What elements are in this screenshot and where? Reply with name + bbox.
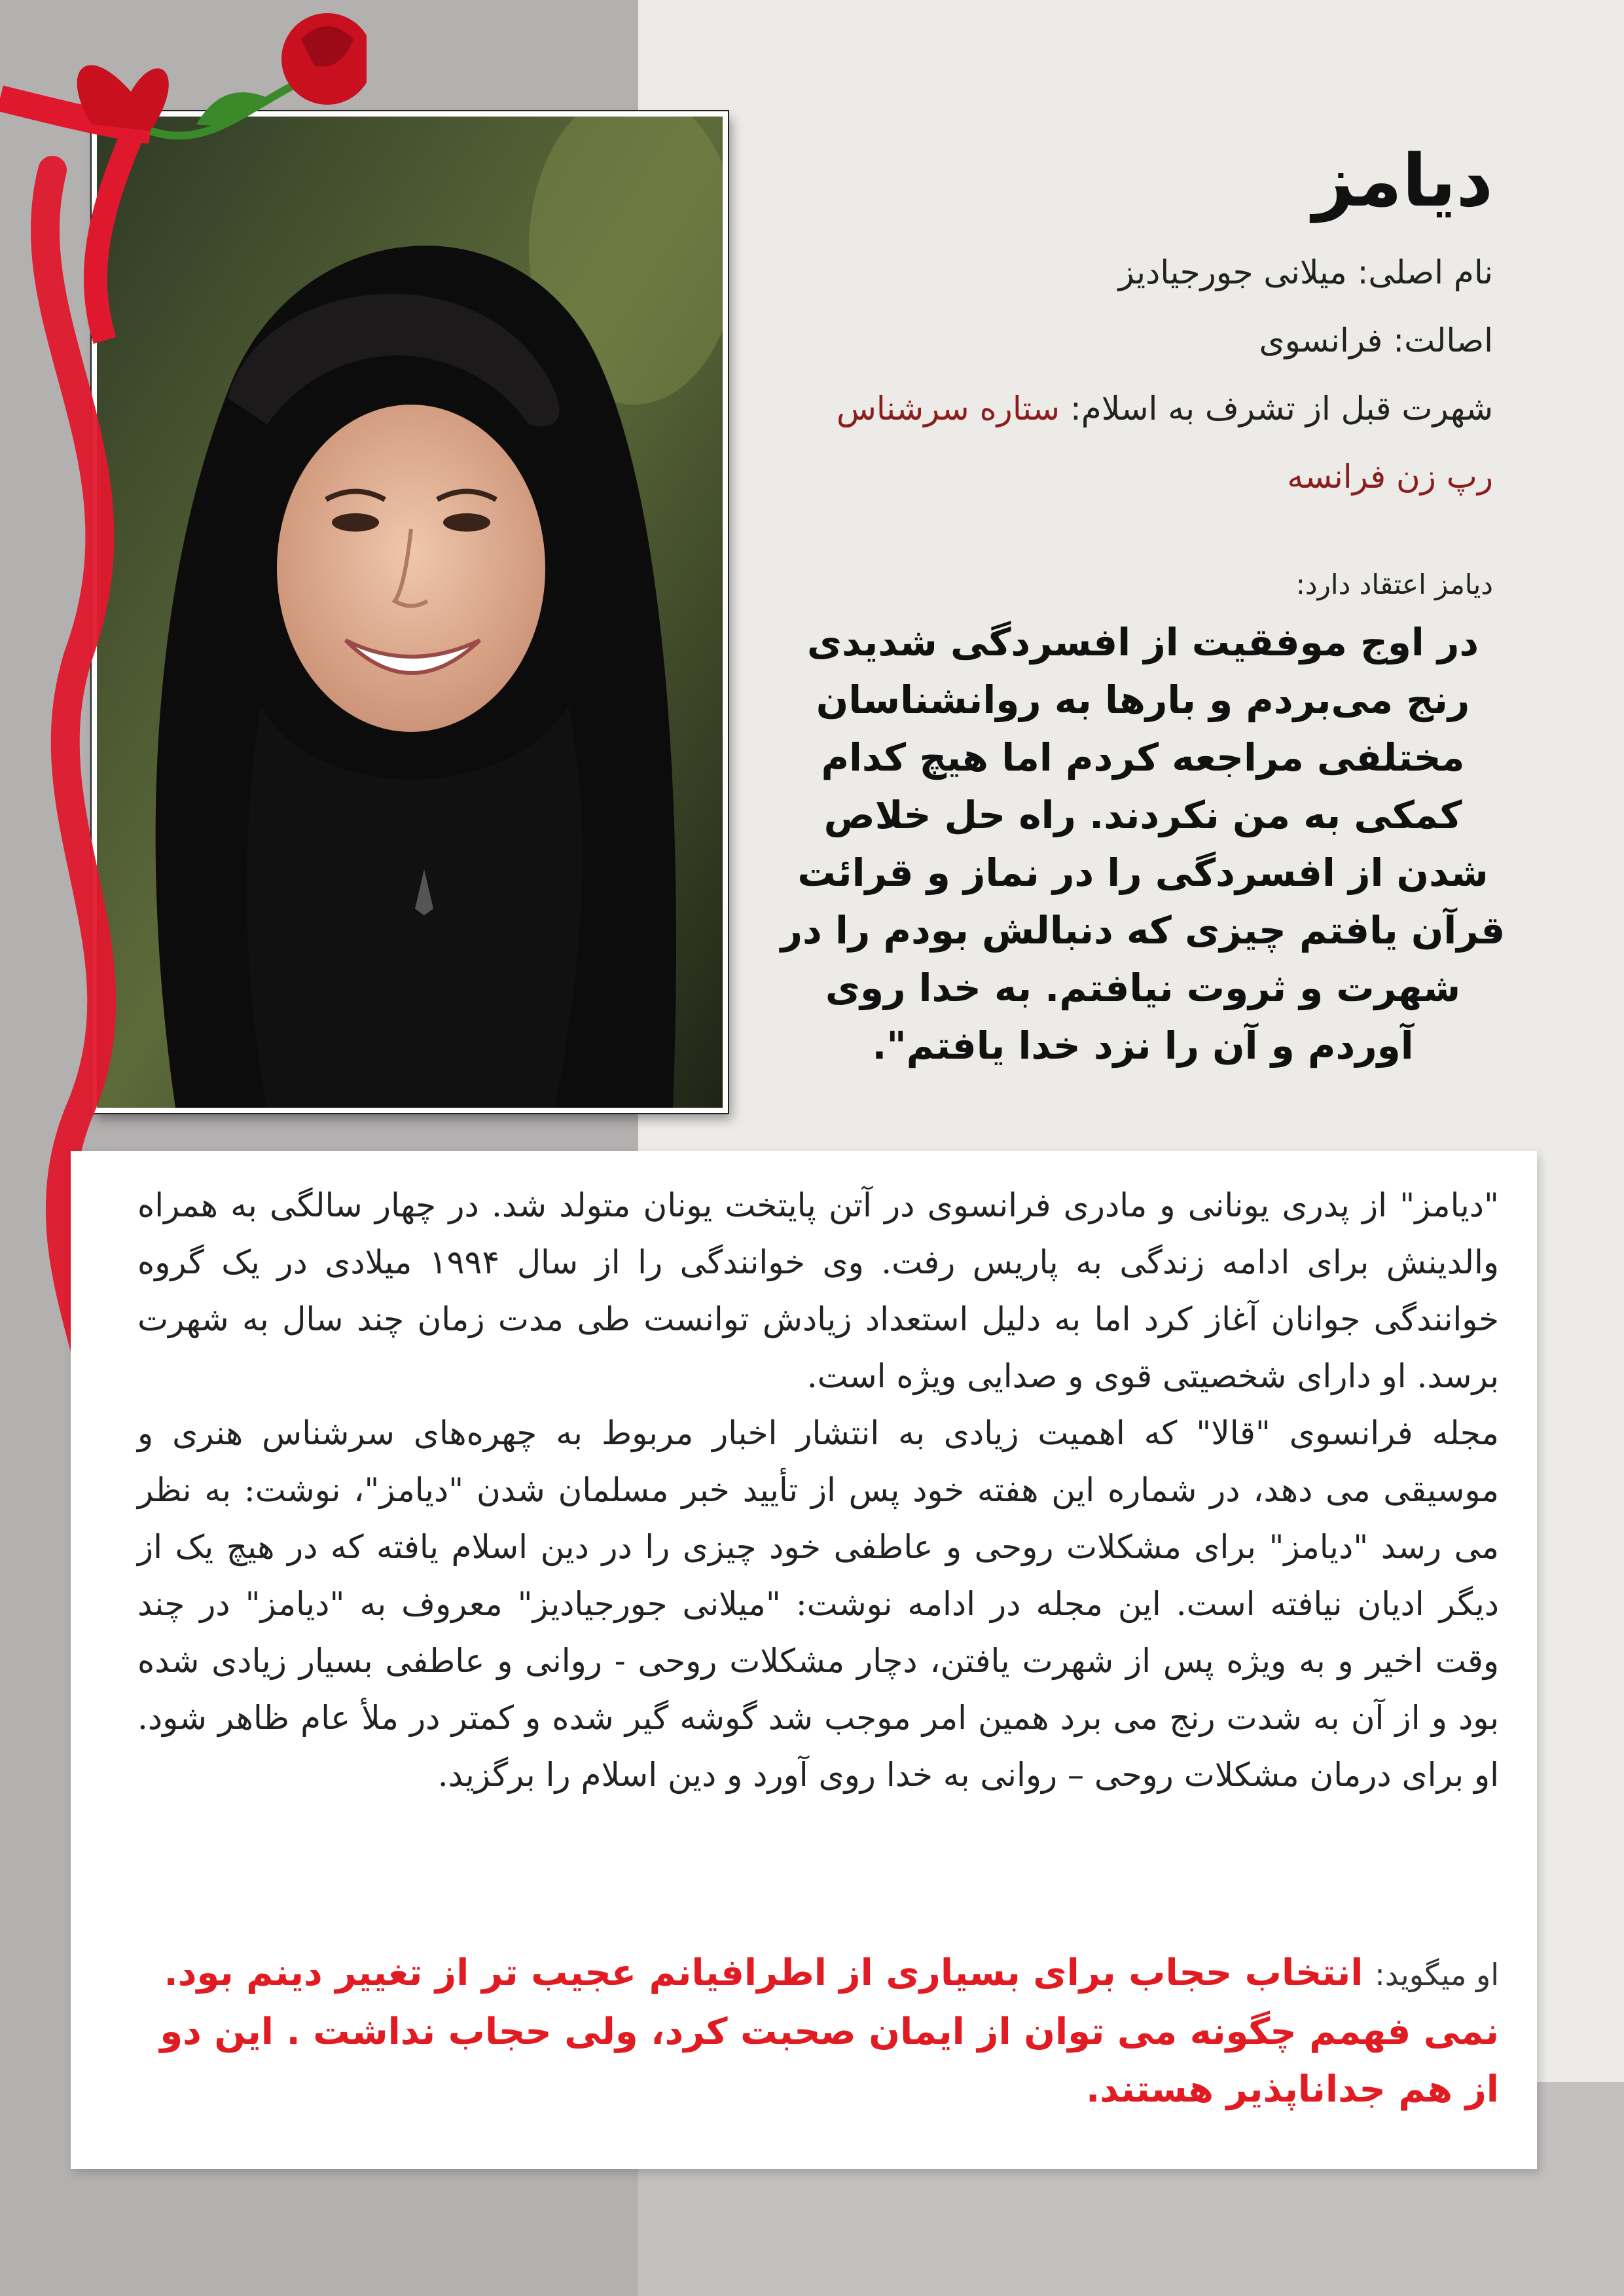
biography-paragraph: مجله فرانسوی "قالا" که اهمیت زیادی به انتشار اخبار مربوط به چهره‌های سرشناس هنری و موسیقی می دهد، در شماره این هفته خود پس از تأیید خبر مسلمان شدن "دیامز"، نوشت: به نظر می رسد "دیامز" برای مشکلات روحی و عاطفی خود چیزی را در دین اسلام یافته که در هیچ یک از دیگر ادیان نیافته است. این مجله در ادامه نوشت: "میلانی جورجیادیز" معروف به "دیامز" در چند وقت اخیر و به ویژه پس از شهرت یافتن، دچار مشکلات روحی - روانی و عاطفی بسیار زیادی شده بود و از آن به شدت رنج می برد همین امر موجب شد گوشه گیر شده و کمتر در ملأ عام ظاهر شود. او برای درمان مشکلات روحی – روانی به خدا روی آورد و دین اسلام را برگزید. [137,1414,1499,1794]
belief-quote: در اوج موفقیت از افسردگی شدیدی رنج می‌بردم و بارها به روانشناسان مختلفی مراجعه کردم اما هیچ کدام کمکی به من نکردند. راه حل خلاص شدن از افسردگی را در نماز و قرائت قرآن یافتم چیزی که دنبالش بودم را در شهرت و ثروت نیافتم. به خدا روی آوردم و آن را نزد خدا یافتم". [780,620,1506,1068]
closing-quote: انتخاب حجاب برای بسیاری از اطرافیانم عجیب تر از تغییر دینم بود. نمی فهمم چگونه می توان از ایمان صحبت کرد، ولی حجاب نداشت . این دو از هم جداناپذیر هستند. [160,1952,1499,2111]
belief-label: دیامز اعتقاد دارد: [1295,568,1493,600]
person-name-title: دیامز [1312,139,1493,223]
closing-intro: او میگوید: [1375,1957,1499,1992]
biography-card [71,1151,1537,2169]
origin-label: اصالت: [1393,321,1493,359]
real-name-line [806,253,1493,292]
real-name-label: نام اصلی: [1357,253,1493,291]
fame-label: شهرت قبل از تشرف به اسلام: [1070,390,1493,428]
biography-text [137,1177,1499,1804]
real-name-value: میلانی جورجیادیز [1118,253,1347,291]
fame-line-2 [806,457,1493,496]
profile-info [780,137,1506,1074]
closing-quote-block [137,1944,1499,2119]
fame-line [806,389,1493,428]
fame-value: ستاره سرشناس [836,390,1060,428]
fame-value-2: رپ زن فرانسه [1287,458,1493,496]
origin-line [806,321,1493,360]
origin-value: فرانسوی [1259,321,1383,359]
biography-paragraph: "دیامز" از پدری یونانی و مادری فرانسوی در آتن پایتخت یونان متولد شد. در چهار سالگی به همراه والدینش برای ادامه زندگی به پاریس رفت. وی خوانندگی را از سال ۱۹۹۴ میلادی در یک گروه خوانندگی جوانان آغاز کرد اما به دلیل استعداد زیادش توانست طی مدت زمان چند سال به شهرت برسد. او دارای شخصیتی قوی و صدایی ویژه است. [137,1186,1499,1395]
